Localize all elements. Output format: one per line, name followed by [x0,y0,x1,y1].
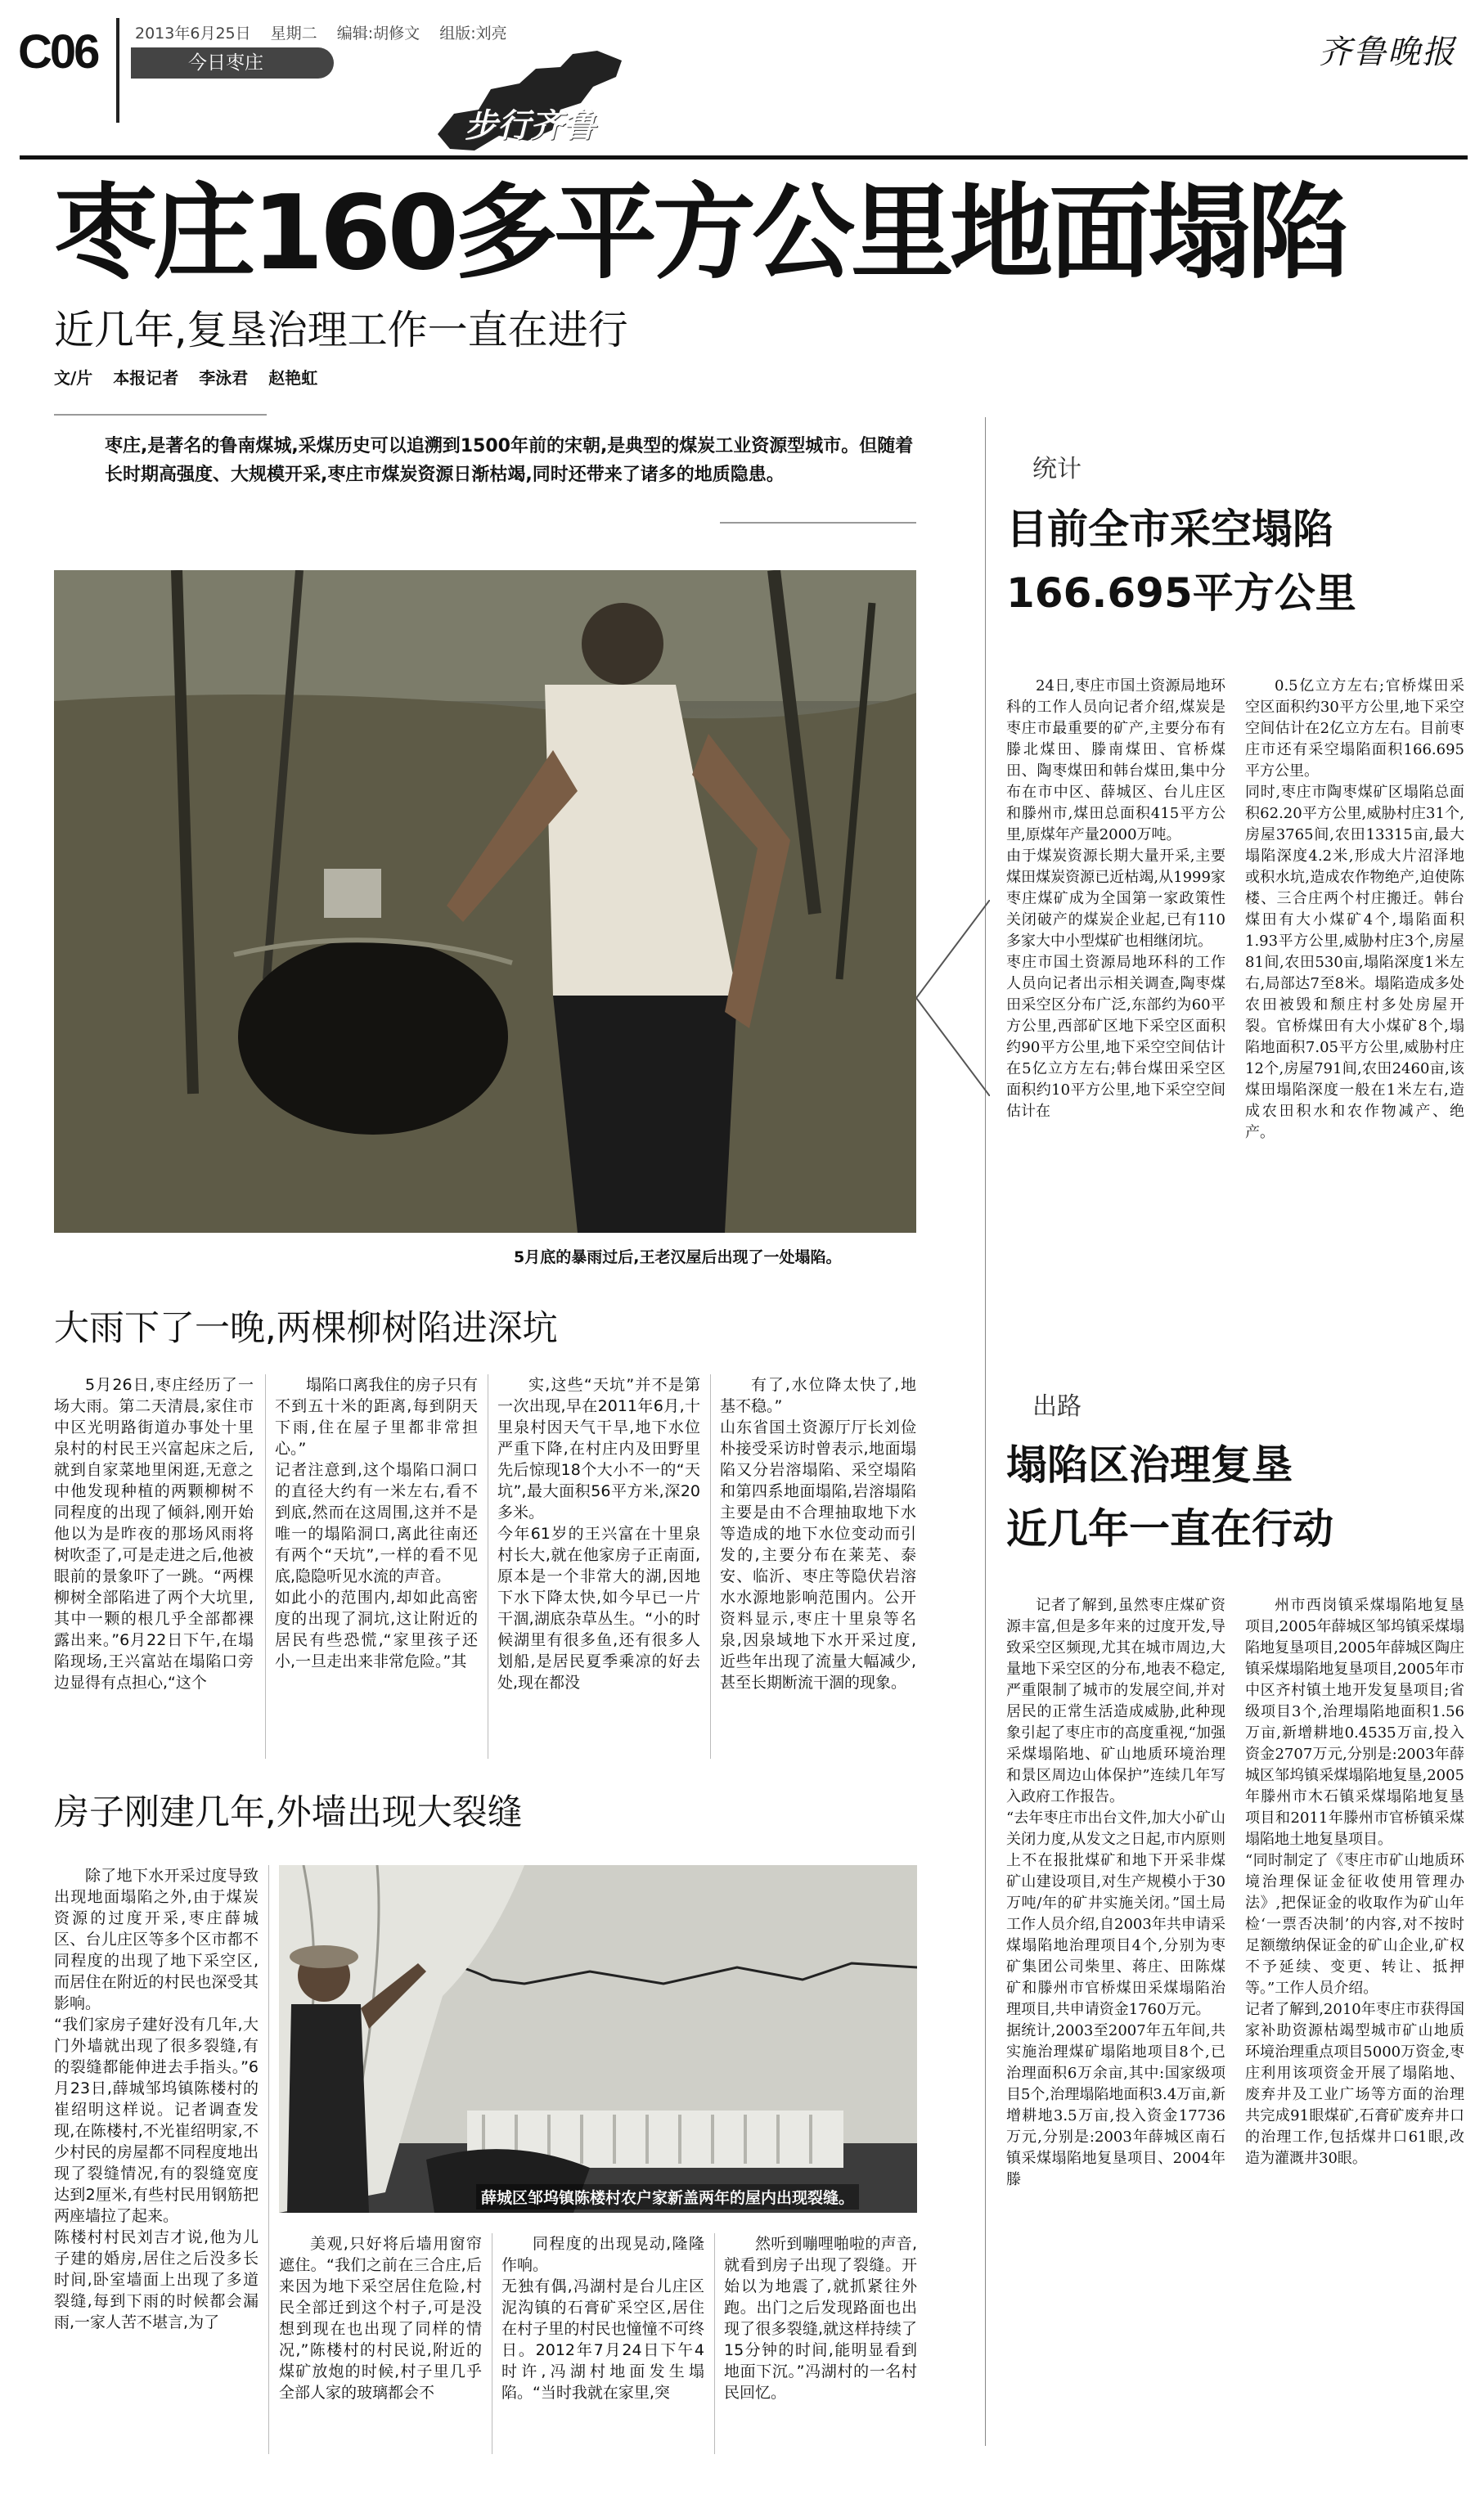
sidebar-title-line: 近几年一直在行动 [1006,1505,1333,1553]
paragraph: 有了,水位降太快了,地基不稳。” 山东省国土资源厅厅长刘俭朴接受采访时曾表示,地面塌陷又分岩溶塌陷、采空塌陷和第四系地面塌陷,岩溶塌陷主要是由不合理抽取地下水等造成的地下水位变动而引发的,主要分布在莱芜、泰安、临沂、枣庄等隐伏岩溶水水源地影响范围内。公开资料显示,枣庄十里泉等名泉,因泉域地下水开采过度,近些年出现了流量大幅减少,甚至长期断流干涸的现象。 [720,1376,916,1692]
sidebar-title [1006,497,1356,625]
section2-left-column [54,1865,268,2454]
editor: 编辑:胡修文 [336,25,420,43]
sidebar-title-line: 166.695平方公里 [1006,569,1356,617]
sidebar-title-line: 塌陷区治理复垦 [1006,1441,1293,1489]
column-rule [268,1865,269,2454]
paragraph: 除了地下水开采过度导致出现地面塌陷之外,由于煤炭资源的过度开采,枣庄薛城区、台儿庄区等多个区市都不同程度的出现了地下采空区,而居住在附近的村民也深受其影响。 “我们家房子建好没有几年,大门外墙就出现了很多裂缝,有的裂缝都能伸进去手指头。”6月23日,薛城邹坞镇陈楼村的崔绍明这样说。记者调查发现,在陈楼村,不光崔绍明家,不少村民的房屋都不同程度地出现了裂缝情况,有的裂缝宽度达到2厘米,有些村民用钢筋把两座墙拉了起来。 陈楼村村民刘吉才说,他为儿子建的婚房,居住之后没多长时间,卧室墙面上出现了多道裂缝,每到下雨的时候都会漏雨,一家人苦不堪言,为了 [54,1867,259,2331]
text-column [275,1374,478,1672]
paragraph: 0.5亿立方左右;官桥煤田采空区面积约30平方公里,地下采空空间估计在2亿立方左右。目前枣庄市还有采空塌陷面积166.695平方公里。 同时,枣庄市陶枣煤矿区塌陷总面积62.20平方公里,威胁村庄31个,房屋3765间,农田13315亩,最大塌陷深度4.2米,形成大片沼泽地或积水坑,造成农作物绝产,迫使陈楼、三合庄两个村庄搬迁。韩台煤田有大小煤矿4个,塌陷面积1.93平方公里,威胁村庄3个,房屋81间,农田530亩,塌陷深度1米左右,局部达7至8米。塌陷造成多处农田被毁和颓庄村多处房屋开裂。官桥煤田有大小煤矿8个,塌陷地面积7.05平方公里,威胁村庄12个,房屋791间,农田2460亩,该煤田塌陷深度一般在1米左右,造成农田积水和农作物减产、绝产。 [1245,677,1464,1141]
headline: 枣庄160多平方公里地面塌陷 [54,173,1347,293]
paragraph: 美观,只好将后墙用窗帘遮住。“我们之前在三合庄,后来因为地下采空居住危险,村民全部迁到这个村子,可是没想到现在也出现了同样的情况,”陈楼村的村民说,附近的煤矿放炮的时候,村子里几乎全部人家的玻璃都会不 [279,2235,482,2402]
cracked-wall-photo [279,1865,917,2213]
lead-divider [720,522,916,524]
byline-type: 文/片 [54,368,93,388]
text-column [497,1374,700,1693]
text-column [279,2233,482,2403]
section1-body [54,1374,916,1759]
sidebar-label: 出路 [1032,1392,1082,1421]
section-heading: 房子刚建几年,外墙出现大裂缝 [54,1792,523,1833]
subheadline: 近几年,复垦治理工作一直在进行 [54,307,628,353]
photo-caption: 5月底的暴雨过后,王老汉屋后出现了一处塌陷。 [514,1248,842,1266]
paragraph: 5月26日,枣庄经历了一场大雨。第二天清晨,家住市中区光明路街道办事处十里泉村的村民王兴富起床之后,就到自家菜地里闲逛,无意之中他发现种植的两颗柳树不同程度的出现了倾斜,刚开始他以为是昨夜的那场风雨将树吹歪了,可是走进之后,他被眼前的景象吓了一跳。“两棵柳树全部陷进了两个大坑里,其中一颗的根几乎全部都裸露出来。”6月22日下午,在塌陷现场,王兴富站在塌陷口旁边显得有点担心,“这个 [54,1376,254,1692]
column-rule [265,1374,266,1759]
paragraph: 塌陷口离我住的房子只有不到五十米的距离,每到阴天下雨,住在屋子里都非常担心。” 记者注意到,这个塌陷口洞口的直径大约有一米左右,看不到底,然而在这周围,这并不是唯一的塌陷洞口,离此往南还有两个“天坑”,一样的看不见底,隐隐听见水流的声音。 如此小的范围内,却如此高密度的出现了洞坑,这让附近的居民有些恐慌,“家里孩子还小,一旦走出来非常危险。”其 [275,1376,478,1670]
byline-role: 本报记者 [113,368,179,388]
text-column [1006,1595,1225,2191]
callout-pointer-icon [916,900,990,1096]
newspaper-logo: 齐鲁晚报 [1319,34,1456,71]
column-rule [714,2233,715,2454]
column-rule [710,1374,711,1759]
section-heading: 大雨下了一晚,两棵柳树陷进深坑 [54,1308,558,1349]
publish-date: 2013年6月25日 [135,25,251,43]
section-tab: 今日枣庄 [131,47,334,79]
page-number: C06 [18,25,98,79]
sidebar-title-line: 目前全市采空塌陷 [1006,506,1333,553]
lead-divider [54,414,267,416]
paragraph: 然听到嘣哩啪啦的声音,就看到房子出现了裂缝。开始以为地震了,就抓紧往外跑。出门之后发现路面也出现了很多裂缝,就这样持续了15分钟的时间,能明显看到地面下沉。”冯湖村的一名村民回忆。 [724,2235,917,2402]
byline [54,365,332,389]
sidebar-title [1006,1433,1333,1561]
text-column [1245,1595,1464,2169]
sidebar1-body [1006,676,1464,1322]
page-meta [135,21,522,43]
header-divider [116,18,119,123]
paragraph: 实,这些“天坑”并不是第一次出现,早在2011年6月,十里泉村因天气干旱,地下水位严重下降,在村庄内及田野里先后惊现18个大小不一的“天坑”,最大面积56平方米,深20多米。 今年61岁的王兴富在十里泉村长大,就在他家房子正南面,原本是一个非常大的湖,因地下水下降太快,如今早已一片干涸,湖底杂草丛生。“小的时候湖里有很多鱼,还有很多人划船,是居民夏季乘凉的好去处,现在都没 [497,1376,700,1692]
text-column [724,2233,917,2403]
sidebar-divider [985,417,986,2446]
header-rule [20,155,1468,160]
paragraph: 24日,枣庄市国土资源局地环科的工作人员向记者介绍,煤炭是枣庄市最重要的矿产,主要分布有滕北煤田、滕南煤田、官桥煤田、陶枣煤田和韩台煤田,集中分布在市中区、薛城区、台儿庄区和滕州市,煤田总面积415平方公里,原煤年产量2000万吨。 由于煤炭资源长期大量开采,主要煤田煤炭资源已近枯竭,从1999家枣庄煤矿成为全国第一家政策性关闭破产的煤炭企业起,已有110多家大中小型煤矿也相继闭坑。 枣庄市国土资源局地环科的工作人员向记者出示相关调查,陶枣煤田采空区分布广泛,东部约为60平方公里,西部矿区地下采空区面积约90平方公里,地下采空空间估计在5亿立方左右;韩台煤田采空区面积约10平方公里,地下采空空间估计在 [1006,677,1225,1120]
byline-author: 赵艳虹 [268,368,318,388]
text-column [501,2233,704,2403]
text-column [54,1865,259,2333]
text-column [720,1374,916,1693]
sinkhole-photo [54,570,916,1233]
weekday: 星期二 [270,25,317,43]
byline-author: 李泳君 [199,368,249,388]
sidebar-label: 统计 [1032,455,1082,483]
paragraph: 同程度的出现晃动,隆隆作响。 无独有偶,冯湖村是台儿庄区泥沟镇的石膏矿采空区,居住在村子里的村民也憧憧不可终日。2012年7月24日下午4时许,冯湖村地面发生塌陷。“当时我就在家里,突 [501,2235,704,2402]
sidebar2-body [1006,1595,1464,2462]
text-column [1245,676,1464,1144]
text-column [1006,676,1225,1122]
paragraph: 州市西岗镇采煤塌陷地复垦项目,2005年薛城区邹坞镇采煤塌陷地复垦项目,2005年薛城区陶庄镇采煤塌陷地复垦项目,2005年市中区齐村镇土地开发复垦项目;省级项目3个,治理塌陷地面积1.56万亩,新增耕地0.4535万亩,投入资金2707万元,分别是:2003年薛城区邹坞镇采煤塌陷地复垦,2005年滕州市木石镇采煤塌陷地复垦项目和2011年滕州市官桥镇采煤塌陷地土地复垦项目。 “同时制定了《枣庄市矿山地质环境治理保证金征收使用管理办法》,把保证金的收取作为矿山年检‘一票否决制’的内容,对不按时足额缴纳保证金的矿山企业,矿权不予延续、变更、转让、抵押等。”工作人员介绍。 记者了解到,2010年枣庄市获得国家补助资源枯竭型城市矿山地质环境治理重点项目5000万资金,枣庄利用该项资金开展了塌陷地、废弃井及工业广场等方面的治理共完成91眼煤矿,石膏矿废弃井口的治理工作,包括煤井口61眼,改造为灌溉井30眼。 [1245,1597,1464,2167]
text-column [54,1374,254,1693]
photo-caption: 薛城区邹坞镇陈楼村农户家新盖两年的屋内出现裂缝。 [476,2184,859,2210]
column-name: 步行齐鲁 [465,106,596,145]
paragraph: 记者了解到,虽然枣庄煤矿资源丰富,但是多年来的过度开发,导致采空区频现,尤其在城市周边,大量地下采空区的分布,地表不稳定,严重限制了城市的发展空间,并对居民的正常生活造成威胁,此种现象引起了枣庄市的高度重视,“加强采煤塌陷地、矿山地质环境治理和景区周边山体保护”连续几年写入政府工作报告。 “去年枣庄市出台文件,加大小矿山关闭力度,从发文之日起,市内原则上不在报批煤矿和地下开采非煤矿山建设项目,对生产规模小于30万吨/年的矿井实施关闭。”国土局工作人员介绍,自2003年共申请采煤塌陷地治理项目4个,分别为枣矿集团公司柴里、蒋庄、田陈煤矿和滕州市官桥煤田采煤塌陷治理项目,共申请资金1760万元。 据统计,2003至2007年五年间,共实施治理煤矿塌陷地项目8个,已治理面积6万余亩,其中:国家级项目5个,治理塌陷地面积3.4万亩,新增耕地3.5万亩,投入资金17736万元,分别是:2003年薛城区南石镇采煤塌陷地复垦项目、2004年滕 [1006,1597,1225,2188]
lead-paragraph: 枣庄,是著名的鲁南煤城,采煤历史可以追溯到1500年前的宋朝,是典型的煤炭工业资源型城市。但随着长时期高强度、大规模开采,枣庄市煤炭资源日渐枯竭,同时还带来了诸多的地质隐患。 [105,436,914,485]
layout-editor: 组版:刘亮 [439,25,507,43]
section2-body [279,2233,917,2454]
